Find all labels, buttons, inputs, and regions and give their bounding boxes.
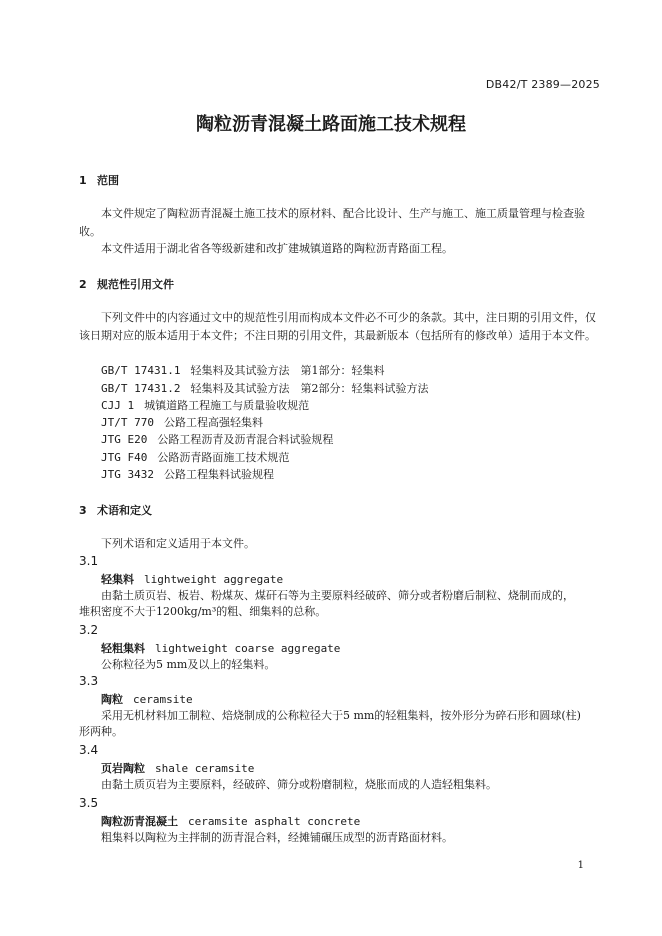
reference-item [101,380,428,396]
term-entry [101,571,283,587]
term-definition-cont: 形两种。 [79,725,123,738]
section-heading-1 [79,172,119,188]
reference-code: JTG F40 [101,451,148,464]
reference-item [101,431,333,447]
term-entry [101,760,254,776]
reference-title: 公路工程沥青及沥青混合料试验规程 [157,433,334,446]
term-number: 3.3 [79,674,99,688]
section-number: 1 [79,174,87,187]
term-english: lightweight aggregate [144,573,284,586]
term-number: 3.1 [79,554,99,568]
term-number: 3.2 [79,623,99,637]
paragraph: 下列文件中的内容通过文中的规范性引用而构成本文件必不可少的条款。其中，注日期的引用文件，仅该日期对应的版本适用于本文件；不注日期的引用文件，其最新版本（包括所有的修改单）适用于本文件。 [79,311,596,342]
reference-title: 公路工程高强轻集料 [163,416,263,429]
reference-item [101,362,384,378]
reference-item [101,414,263,430]
section-title: 规范性引用文件 [97,278,174,291]
reference-title: 公路工程集料试验规程 [163,468,274,481]
term-chinese: 轻粗集料 [101,642,145,655]
term-chinese: 陶粒沥青混凝土 [101,815,178,828]
reference-title: 轻集料及其试验方法 第1部分：轻集料 [190,364,385,377]
reference-item [101,466,274,482]
paragraph: 本文件规定了陶粒沥青混凝土施工技术的原材料、配合比设计、生产与施工、施工质量管理与检查验收。 [79,207,585,238]
term-definition: 粗集料以陶粒为主拌制的沥青混合料，经摊铺碾压成型的沥青路面材料。 [101,831,453,844]
term-definition: 采用无机材料加工制粒、焙烧制成的公称粒径大于5 mm的轻粗集料，按外形分为碎石形和圆球(柱) [101,709,581,722]
term-number: 3.4 [79,743,99,757]
term-english: lightweight coarse aggregate [155,642,341,655]
reference-item [101,449,289,465]
reference-title: 城镇道路工程施工与质量验收规范 [144,399,310,412]
reference-code: GB/T 17431.1 [101,364,181,377]
reference-code: GB/T 17431.2 [101,382,181,395]
reference-code: CJJ 1 [101,399,135,412]
reference-title: 公路沥青路面施工技术规范 [157,451,290,464]
document-title: 陶粒沥青混凝土路面施工技术规程 [196,114,466,135]
term-number: 3.5 [79,796,99,810]
section-number: 3 [79,504,87,517]
section-title: 范围 [97,174,119,187]
term-chinese: 页岩陶粒 [101,762,145,775]
reference-code: JTG E20 [101,433,148,446]
page-number: 1 [577,860,584,871]
section-number: 2 [79,278,87,291]
term-definition: 由黏土质页岩、板岩、粉煤灰、煤矸石等为主要原料经破碎、筛分或者粉磨后制粒、烧制而成的， [101,589,574,602]
term-entry [101,813,360,829]
reference-title: 轻集料及其试验方法 第2部分：轻集料试验方法 [190,382,429,395]
term-entry [101,640,340,656]
section-heading-3 [79,502,152,518]
paragraph: 本文件适用于湖北省各等级新建和改扩建城镇道路的陶粒沥青路面工程。 [101,242,453,255]
term-definition-cont: 堆积密度不大于1200kg/m³的粗、细集料的总称。 [79,605,327,618]
reference-code: JTG 3432 [101,468,154,481]
reference-code: JT/T 770 [101,416,154,429]
term-entry [101,691,193,707]
term-english: shale ceramsite [155,762,255,775]
section-title: 术语和定义 [97,504,152,517]
term-chinese: 陶粒 [101,693,123,706]
term-definition: 公称粒径为5 mm及以上的轻集料。 [101,658,276,671]
term-english: ceramsite asphalt concrete [188,815,361,828]
reference-item [101,397,309,413]
paragraph: 下列术语和定义适用于本文件。 [101,537,255,550]
standard-code: DB42/T 2389—2025 [485,78,600,91]
term-chinese: 轻集料 [101,573,134,586]
term-english: ceramsite [133,693,193,706]
section-heading-2 [79,276,174,292]
term-definition: 由黏土质页岩为主要原料，经破碎、筛分或粉磨制粒，烧胀而成的人造轻粗集料。 [101,778,497,791]
